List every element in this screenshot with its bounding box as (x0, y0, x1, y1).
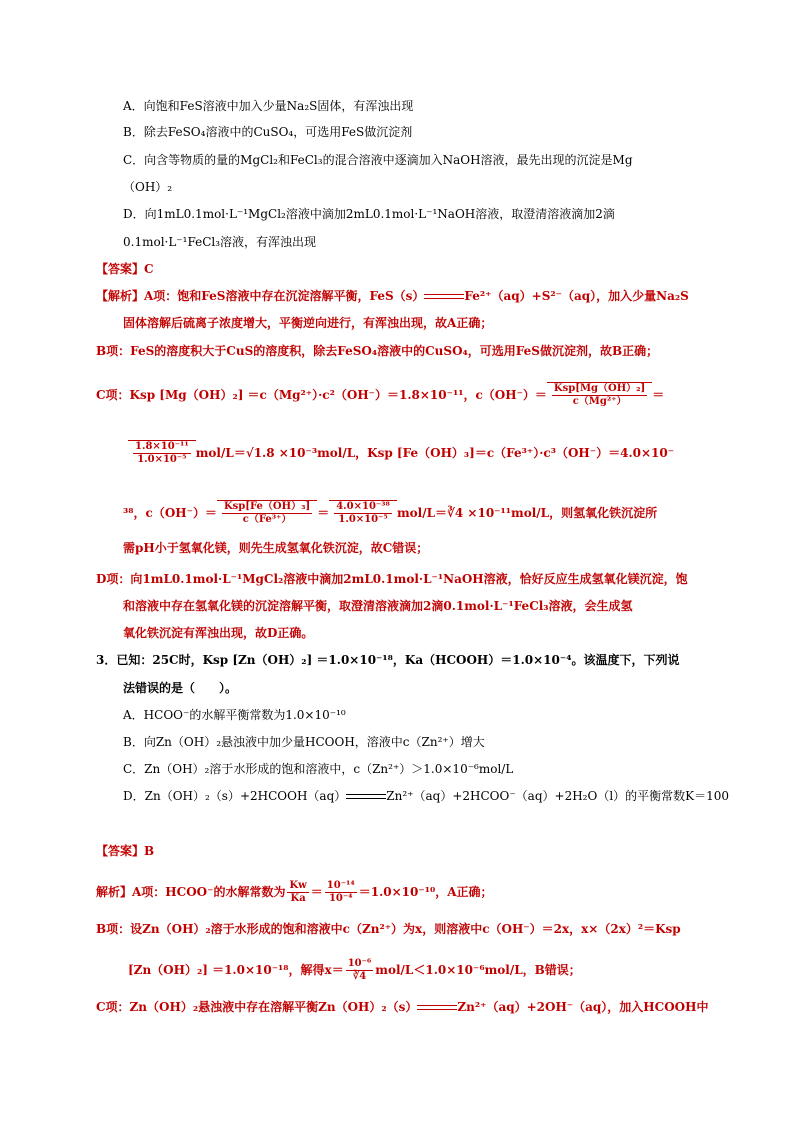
q3-analysis-b-line1: B项：设Zn（OH）₂溶于水形成的饱和溶液中c（Zn²⁺）为x，则溶液中c（OH⁻）＝2x，x×（2x）²＝Ksp (96, 922, 681, 936)
q2-option-b: B．除去FeSO₄溶液中的CuSO₄，可选用FeS做沉淀剂 (123, 125, 413, 139)
q3-option-a: A．HCOO⁻的水解平衡常数为1.0×10⁻¹⁰ (123, 708, 346, 722)
fraction (552, 383, 647, 408)
sqrt-expression (128, 440, 196, 466)
q2-analysis-c-suffix: ＝ (652, 388, 665, 402)
q2-analysis-a-prefix: 【解析】A项：饱和FeS溶液中存在沉淀溶解平衡，FeS（s） (96, 289, 425, 303)
q2-analysis-c-text: mol/L＝√1.8 ×10⁻³mol/L，Ksp [Fe（OH）₃]＝c（Fe³⁺）·c³（OH⁻）＝4.0×10⁻ (195, 446, 675, 460)
q3-option-c: C．Zn（OH）₂溶于水形成的饱和溶液中，c（Zn²⁺）＞1.0×10⁻⁶mol/L (123, 762, 514, 776)
fraction-numerator: Ksp[Mg（OH）₂] (553, 383, 646, 394)
fraction-denominator: Ka (290, 893, 306, 904)
q3-analysis-b2-prefix: [Zn（OH）₂] ＝1.0×10⁻¹⁸，解得x＝ (128, 963, 344, 977)
q2-option-d-line1: D．向1mL0.1mol·L⁻¹MgCl₂溶液中滴加2mL0.1mol·L⁻¹NaOH溶液，取澄清溶液滴加2滴 (123, 207, 615, 221)
q2-option-c-line1: C．向含等物质的量的MgCl₂和FeCl₃的混合溶液中逐滴加入NaOH溶液，最先出现的沉淀是Mg (123, 153, 633, 167)
equilibrium-arrow-icon (346, 792, 386, 802)
fraction-denominator: 1.0×10⁻⁵ (338, 514, 388, 525)
q3-stem-line2: 法错误的是（ ）。 (123, 681, 238, 695)
equilibrium-arrow-icon (417, 1003, 457, 1013)
q2-analysis-a-line2: 固体溶解后硫离子浓度增大，平衡逆向进行，有浑浊出现，故A正确； (123, 316, 493, 330)
q3-analysis-b-line2 (128, 958, 581, 983)
q3-analysis-a-prefix: 解析】A项：HCOO⁻的水解常数为 (96, 885, 286, 899)
q3-stem-line1: 3．已知：25C时，Ksp [Zn（OH）₂] ＝1.0×10⁻¹⁸，Ka（HCOOH）＝1.0×10⁻⁴。该温度下，下列说 (96, 653, 680, 667)
q2-analysis-a-suffix: Fe²⁺（aq）+S²⁻（aq），加入少量Na₂S (464, 289, 689, 303)
fraction-denominator: ∛4 (352, 971, 367, 982)
q3-option-b: B．向Zn（OH）₂悬浊液中加少量HCOOH，溶液中c（Zn²⁺）增大 (123, 735, 485, 749)
fraction-numerator: 4.0×10⁻³⁸ (336, 501, 390, 512)
q2-analysis-c-line4: 需pH小于氢氧化镁，则先生成氢氧化铁沉淀，故C错误； (123, 541, 429, 555)
fraction-denominator: c（Fe³⁺） (242, 514, 292, 525)
fraction-denominator: 10⁻⁴ (328, 893, 353, 904)
q2-analysis-d-line1: D项：向1mL0.1mol·L⁻¹MgCl₂溶液中滴加2mL0.1mol·L⁻¹NaOH溶液，恰好反应生成氢氧化镁沉淀，饱 (96, 572, 688, 586)
q2-analysis-c3-suffix: mol/L＝∛4 ×10⁻¹¹mol/L，则氢氧化铁沉淀所 (396, 506, 658, 520)
fraction-numerator: 1.8×10⁻¹¹ (135, 441, 189, 452)
q3-analysis-a-eq: ＝ (310, 885, 323, 899)
q2-analysis-c3-mid: ＝ (317, 506, 330, 520)
q2-analysis-c-line3 (123, 500, 657, 526)
fraction-numerator: Kw (289, 880, 307, 891)
q2-analysis-c-line1 (96, 382, 664, 408)
q2-option-a: A．向饱和FeS溶液中加入少量Na₂S固体，有浑浊出现 (123, 99, 414, 113)
sqrt-expression (547, 382, 652, 408)
fraction (222, 501, 312, 526)
fraction-denominator: c（Mg²⁺） (572, 396, 627, 407)
q3-option-d-prefix: D．Zn（OH）₂（s）+2HCOOH（aq） (123, 789, 347, 803)
fraction (287, 880, 308, 905)
fraction-numerator: 10⁻⁶ (347, 958, 372, 969)
q2-analysis-c3-prefix: ³⁸，c（OH⁻）＝ (123, 506, 217, 520)
q3-answer: 【答案】B (96, 844, 155, 858)
q2-answer: 【答案】C (96, 262, 154, 276)
q2-option-c-line2: （OH）₂ (123, 180, 173, 194)
q3-analysis-a-suffix: ＝1.0×10⁻¹⁰，A正确； (358, 885, 493, 899)
q2-analysis-a-line1 (96, 289, 689, 303)
q2-analysis-b: B项：FeS的溶度积大于CuS的溶度积，除去FeSO₄溶液中的CuSO₄，可选用FeS做沉淀剂，故B正确； (96, 344, 659, 358)
q3-analysis-a (96, 880, 493, 905)
q3-option-d (123, 789, 729, 803)
equilibrium-arrow-icon (424, 292, 464, 302)
cbrt-expression (329, 500, 397, 526)
q2-analysis-c-prefix: C项：Ksp [Mg（OH）₂] ＝c（Mg²⁺）·c²（OH⁻）＝1.8×10⁻¹¹，c（OH⁻）＝ (96, 388, 547, 402)
fraction-denominator: 1.0×10⁻⁵ (137, 454, 187, 465)
fraction (334, 501, 392, 526)
q2-analysis-d-line2: 和溶液中存在氢氧化镁的沉淀溶解平衡，取澄清溶液滴加2滴0.1mol·L⁻¹FeCl₃溶液，会生成氢 (123, 599, 633, 613)
fraction (325, 880, 357, 905)
fraction (133, 441, 191, 466)
fraction-numerator: Ksp[Fe（OH）₃] (223, 501, 311, 512)
q3-analysis-c-suffix: Zn²⁺（aq）+2OH⁻（aq），加入HCOOH中 (457, 1000, 709, 1014)
cbrt-expression (217, 500, 317, 526)
q3-analysis-b2-suffix: mol/L＜1.0×10⁻⁶mol/L，B错误； (375, 963, 581, 977)
fraction-numerator: 10⁻¹⁴ (326, 880, 355, 891)
q3-option-d-suffix: Zn²⁺（aq）+2HCOO⁻（aq）+2H₂O（l）的平衡常数K＝100 (386, 789, 730, 803)
q2-option-d-line2: 0.1mol·L⁻¹FeCl₃溶液，有浑浊出现 (123, 235, 317, 249)
q2-analysis-c-line2 (128, 440, 674, 466)
q2-analysis-d-line3: 氧化铁沉淀有浑浊出现，故D正确。 (123, 626, 314, 640)
q3-analysis-c (96, 1000, 708, 1014)
fraction (346, 958, 374, 983)
q3-analysis-c-prefix: C项：Zn（OH）₂悬浊液中存在溶解平衡Zn（OH）₂（s） (96, 1000, 418, 1014)
